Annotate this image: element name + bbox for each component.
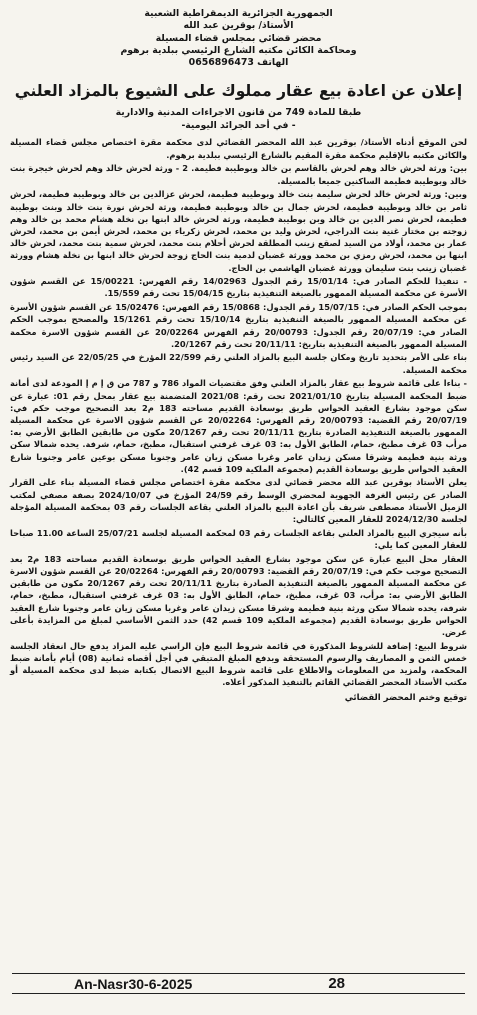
body-paragraph: بموجب الحكم الصادر في: 15/07/15 رقم الجدول: 15/0868 رقم الفهرس: 15/02476 عن القسم شؤون الأسرة عن محكمة المسيلة الممهور بالصيغة التنفيذية بتاريخ 15/10/14 تحت رقم 15/1261 والمصحح بموجب الحكم الصادر في: 20/07/19 رقم الجدول: 20/00793 رقم الفهرس 20/02264 عن القسم شؤون الاسرة محكمة المسيلة الممهور بالصيغة التنفيذية بتاريخ: 20/11/11 تحت رقم 20/1267. <box>10 302 467 349</box>
publication-note: - في أحد الجرائد اليومية- <box>181 119 296 131</box>
body-paragraph: العقار محل البيع عبارة عن سكن موجود بشارع العقيد الحواس طريق بوسعادة القديم مساحته 183 م2 بعد التصحيح موجب حكم في: 20/07/19 رقم القضية: 20/00793 رقم الفهرس: 20/02264 عن القسم شؤون الاسرة عن محكمة المسيلة الممهور بالصيغة التنفيذية الصادرة بتاريخ 20/11/11 تحت رقم 20/1267 مكون من طابقين الطابق الأرضي به: مرأب، 03 غرف، مطبخ، حمام، الطابق الأول به: 03 غرف غرفتي استقبال، مطبخ، حمام، شرفة، يحده شمالا سكن ورثة بنية فطيمة وشرقا مسكن زيدان عامر وغربا مسكن زيان عامر وجنوبا شارع العقيد الحواس طريق بوسعادة القديم (مجموعة الملكية 109 قسم 42) حدد الثمن الأساسي لمبلغ من المزايدة بأعلى عرض. <box>10 553 467 637</box>
header-bailiff-name: الأستاذ/ بوقرين عبد الله <box>183 20 294 32</box>
body-paragraph: شروط البيع: إضافة للشروط المذكورة في قائمة شروط البيع فإن الراسي عليه المزاد يدفع حال انعقاد الجلسة خمس الثمن و المصاريف والرسوم المستحقة ويدفع المبلغ المتبقي في أجل أقصاه ثمانية (08) أيام بأمانة ضبط المحكمة، ولمزيد من المعلومات والاطلاع على قائمة شروط البيع الاتصال بكتابة ضبط لدى محكمة المسيلة أو مكتب الأستاذ المحضر القضائي القائم بالتنفيذ المذكور أعلاه. <box>10 640 467 688</box>
notice-subtitle <box>10 107 467 132</box>
page-number: 28 <box>328 975 345 992</box>
page-footer <box>12 973 465 994</box>
body-paragraph: بين: ورثة لحرش خالد وهم لحرش بالقاسم بن خالد وبوطيبة فطيمة. 2 - ورثة لحرش خالد وهم لحرش خيجرة بنت خالد وبوطيبة فطيمة الساكنين جميعا بالمسيلة. <box>10 163 467 186</box>
body-paragraph: - بناءا على قائمة شروط بيع عقار بالمزاد العلني وفق مقتضيات المواد 786 و 787 من ق إ م إ المودعة لدى أمانة ضبط المحكمة المسيلة بتاريخ 2021/01/10 تحت رقم: 2021/08 المتضمنة بيع عقار بمحل رقم 01: عبارة عن سكن موجود بشارع العقيد الحواس طريق بوسعادة القديم مساحته 183 م2 بعد التصحيح موجب حكم في: 20/07/19 رقم القضية: 20/00793 رقم الفهرس: 20/02264 عن القسم شؤون الاسرة عن محكمة المسيلة الممهور بالصيغة التنفيذية الصادرة بتاريخ 20/11/11 تحت رقم 20/1267 مكون من طابقين الطابق الأرضي به: مرأب 03 غرف مطبخ، حمام، الطابق الأول به: 03 غرف غرفتي استقبال، مطبخ، حمام، شرفة. يحده شمالا سكن ورثة بنية فطيمة وشرقا مسكن زيدان عامر وغربا مسكن زيان عامر وجنوبا مسكن بوعين عامر وجنوبا شارع العقيد الحواس طريق بوسعادة القديم (مجموعة الملكية 109 قسم 42). <box>10 378 468 474</box>
body-paragraph: بأنه سيجري البيع بالمزاد العلني بقاعة الجلسات رقم 03 لمحكمة المسيلة لجلسة 25/07/21 الساعة 11.00 صباحا للعقار المعين كما يلي: <box>10 527 467 550</box>
body-paragraph: لحن الموقع أدناه الأستاذ/ بوقرين عبد الله المحضر القضائي لدى محكمة مقرة اختصاص مجلس قضاء المسيلة والكائن مكتبه بالإقليم محكمة مقرة المقيم بالشارع الرئيسي ببلدية برهوم. <box>10 137 467 160</box>
header-court: محضر قضائي بمجلس قضاء المسيلة <box>155 32 322 44</box>
header-country: الجمهورية الجزائرية الديمقراطية الشعبية <box>144 8 333 19</box>
notice-body <box>10 136 467 688</box>
notice-title: إعلان عن اعادة بيع عقار مملوك على الشيوع بالمزاد العلني <box>14 82 463 101</box>
signature-line: توقيع وختم المحضر القضائي <box>344 693 467 704</box>
legal-notice <box>10 8 467 705</box>
header-phone: الهاتف 0656896473 <box>188 57 289 69</box>
body-paragraph: بناء على الأمر بتحديد تاريخ ومكان جلسة البيع بالمزاد العلني رقم 22/599 المؤرخ في 22/05/25 عن السيد رئيس محكمة المسيلة. <box>10 352 467 375</box>
notice-header <box>10 8 467 69</box>
body-paragraph: يعلن الأستاذ بوقرين عبد الله محضر قضائي لدى محكمة مقرة اختصاص مجلس قضاء المسيلة بناء على القرار الصادر عن رئيس الغرفة الجهوية لمحضري الوسط رقم 24/59 المؤرخ في 2024/10/07 بصفة مصفي لمكتب الزميل الأستاذ مصطفى شريف بأن اعادة البيع بالمزاد العلني بقاعة الجلسات رقم 03 بمحكمة المسيلة المؤجلة لجلسة 2024/12/30 للعقار المعين كالتالي: <box>10 477 468 525</box>
footer-date: An-Nasr30-6-2025 <box>74 975 193 992</box>
body-paragraph: - تنفيذا للحكم الصادر في: 15/01/14 رقم الجدول 14/02963 رقم الفهرس: 15/00221 عن القسم شؤون الأسرة عن محكمة المسيلة الممهور بالصيغة التنفيذية بتاريخ 15/04/15 تحت رقم 15/559. <box>10 276 468 299</box>
legal-basis: طبقا للمادة 749 من قانون الاجراءات المدنية والادارية <box>115 107 362 119</box>
body-paragraph: وبين: ورثة لحرش خالد لحرش سليمة بنت خالد وبوطيبة فطيمة، لحرش عزالدين بن خالد وبوطيبة فطيمة، لحرش ثامر بن خالد وبوطيبة فطيمة، لحرش جمال بن خالد وبوطيبة فطيمة، ورثة لحرش نورة بنت خالد وبنت بوطيبة فطيمة، لحرش نصر الدين بن خالد وبن بوطيبة فطيمة، ورثة لحرش خالد ابنها بن نخلة هشام محمد بن خالد وهم زوجته بن مختار غنية بنت الدراجي، لحرش وليد بن محمد، لحرش زكرياء بن محمد، لحرش أيمن بن محمد، لحرش عمار بن محمد، أولاد من السيد لصقع زينب المطلقة لحرش أحلام بنت محمد، لحرش سمية بنت محمد، لحرش خالد ابنها بن محمد، لحرش رمزي بن محمد وورثة غضبان لدمية بنت الحاج زوجة لحرش خالد ابنها بن نخلة هشام وورثة غضبان زينب بنت سليمان وورثة غضبان الهاشمي بن الحاج. <box>10 189 467 273</box>
header-office-address: ومحاكمة الكائن مكتبه الشارع الرئيسي ببلدية برهوم <box>120 44 357 56</box>
